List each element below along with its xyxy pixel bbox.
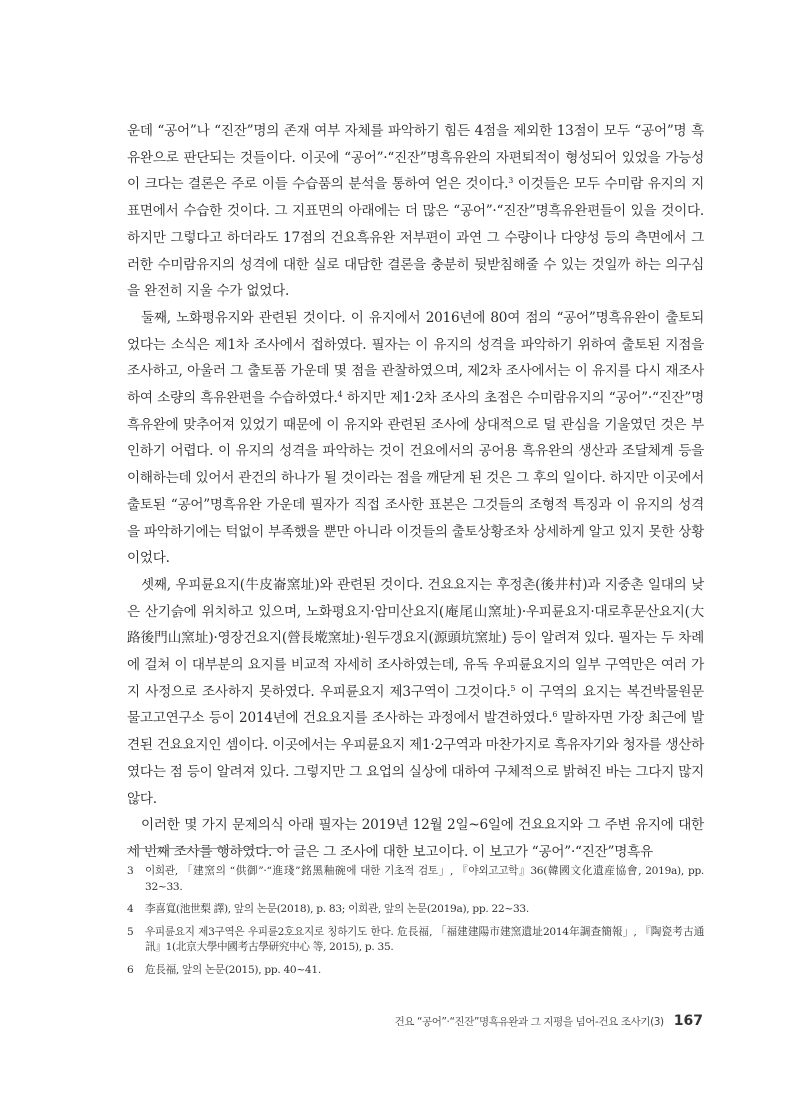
footnote-number: 6 <box>127 963 134 976</box>
paragraph-4: 이러한 몇 가지 문제의식 아래 필자는 2019년 12월 2일~6일에 건요요지와 그 주변 유지에 대한 세 번째 조사를 행하였다. 이 글은 그 조사에 대한 보고이다. 이 보고가 “공어”·“진잔”명흑유 <box>127 817 704 860</box>
footnote-number: 3 <box>127 865 134 877</box>
footnote-text: 李喜寬(池世梨 譯), 앞의 논문(2018), p. 83; 이희관, 앞의 논문(2019a), pp. 22~33. <box>145 903 529 915</box>
paragraph-2 <box>127 305 704 572</box>
footnote-item <box>127 864 704 895</box>
footnote-ref-5[interactable]: 5 <box>510 683 516 693</box>
footnote-ref-3[interactable]: 3 <box>508 176 514 186</box>
running-footer <box>395 1013 703 1029</box>
footnote-text: 우피륜요지 제3구역은 우피륜2호요지로 칭하기도 한다. 危長福, 「福建建陽市建窯遺址2014年調查簡報」, 『陶瓷考古通訊』1(北京大學中國考古學研究中心 等, 2015), p. 35. <box>145 925 704 953</box>
footnote-item <box>127 925 704 956</box>
paragraph-3-text-a: 셋째, 우피륜요지(牛皮崙窯址)와 관련된 것이다. 건요요지는 후정촌(後井村)과 지중촌 일대의 낮은 산기슭에 위치하고 있으며, 노화평요지·암미산요지(庵尾山窯址)·우피륜요지·대로후문산요지(大路後門山窯址)·영장건요지(營長墘窯址)·원두갱요지(源頭坑窯址) 등이 알려져 있다. 필자는 두 차례에 걸쳐 이 대부분의 요지를 비교적 자세히 조사하였는데, 유독 우피륜요지의 일부 구역만은 여러 가지 사정으로 조사하지 못하였다. 우피륜요지 제3구역이 그것이다. <box>127 576 704 700</box>
footnote-divider <box>127 848 290 849</box>
footnotes <box>127 864 704 985</box>
footnote-item <box>127 902 704 918</box>
paragraph-3-text-c: 말하자면 가장 최근에 발견된 건요요지인 셈이다. 이곳에서는 우피륜요지 제1·2구역과 마찬가지로 흑유자기와 청자를 생산하였다는 점 등이 알려져 있다. 그렇지만 그 요업의 실상에 대하여 구체적으로 밝혀진 바는 그다지 많지 않다. <box>127 710 704 807</box>
paragraph-1 <box>127 118 704 305</box>
running-footer-title: 건요 “공어”·“진잔”명흑유완과 그 지평을 넘어-건요 조사기(3) <box>394 1016 664 1028</box>
main-body-text <box>127 118 704 866</box>
paragraph-3-text-b: 이 구역의 요지는 복건박물원문물고고연구소 등이 2014년에 건요요지를 조사하는 과정에서 발견하였다. <box>127 683 704 727</box>
footnote-text: 이희관, 「建窯의 “供御”·“進琖”銘黑釉碗에 대한 기초적 검토」, 『야외고고학』36(韓國文化遺産協會, 2019a), pp. 32~33. <box>145 865 704 893</box>
paragraph-1-text-a: 운데 “공어”나 “진잔”명의 존재 여부 자체를 파악하기 힘든 4점을 제외한 13점이 모두 “공어”명 흑유완으로 판단되는 것들이다. 이곳에 “공어”·“진잔”명흑유완의 자편퇴적이 형성되어 있었을 가능성이 크다는 결론은 주로 이들 수습품의 분석을 통하여 얻은 것이다. <box>127 123 704 193</box>
paragraph-1-text-b: 이것들은 모두 수미람 유지의 지표면에서 수습한 것이다. 그 지표면의 아래에는 더 많은 “공어”·“진잔”명흑유완편들이 있을 것이다. 하지만 그렇다고 하더라도 17점의 건요흑유완 저부편이 과연 그 수량이나 다양성 등의 측면에서 그러한 수미람유지의 성격에 대한 실로 대담한 결론을 충분히 뒷받침해줄 수 있는 것일까 하는 의구심을 완전히 지울 수가 없었다. <box>127 176 704 300</box>
paragraph-2-text-a: 둘째, 노화평유지와 관련된 것이다. 이 유지에서 2016년에 80여 점의 “공어”명흑유완이 출토되었다는 소식은 제1차 조사에서 접하였다. 필자는 이 유지의 성격을 파악하기 위하여 출토된 지점을 조사하고, 아울러 그 출토품 가운데 몇 점을 관찰하였으며, 제2차 조사에서는 이 유지를 다시 재조사하여 소량의 흑유완편을 수습하였다. <box>127 309 704 407</box>
footnote-text: 危長福, 앞의 논문(2015), pp. 40~41. <box>145 963 321 976</box>
footnote-ref-4[interactable]: 4 <box>337 390 343 400</box>
paragraph-2-text-b: 하지만 제1·2차 조사의 초점은 수미람유지의 “공어”·“진잔”명흑유완에 맞추어져 있었기 때문에 이 유지와 관련된 조사에 상대적으로 덜 관심을 기울였던 것은 부인하기 어렵다. 이 유지의 성격을 파악하는 것이 건요에서의 공어용 흑유완의 생산과 조달체계 등을 이해하는데 있어서 관건의 하나가 될 것이라는 점을 깨닫게 된 것은 그 후의 일이다. 하지만 이곳에서 출토된 “공어”명흑유완 가운데 필자가 직접 조사한 표본은 그것들의 조형적 특징과 이 유지의 성격을 파악하기에는 턱없이 부족했을 뿐만 아니라 이것들의 출토상황조차 상세하게 알고 있지 못한 상황이었다. <box>127 390 704 567</box>
footnote-number: 5 <box>127 925 134 938</box>
paragraph-3 <box>127 572 704 812</box>
footnote-item <box>127 963 704 979</box>
page-number: 167 <box>673 1013 703 1029</box>
footnote-ref-6[interactable]: 6 <box>552 710 558 720</box>
footnote-number: 4 <box>127 903 134 915</box>
